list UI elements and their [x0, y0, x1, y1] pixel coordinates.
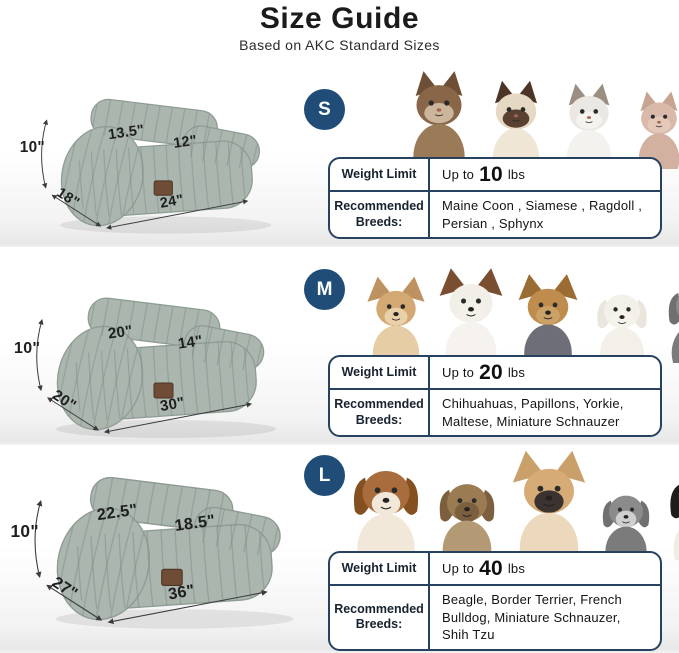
page-subtitle: Based on AKC Standard Sizes: [239, 37, 440, 53]
maine-coon-cat-image: [400, 68, 478, 169]
page-header: [0, 0, 679, 60]
weight-number: 20: [479, 361, 503, 384]
beagle-dog-image: [344, 450, 428, 560]
dimension-height-label: 10": [19, 139, 46, 156]
weight-number: 40: [479, 557, 503, 580]
miniature-schnauzer-dog-image: [595, 481, 657, 560]
weight-prefix: Up to: [442, 560, 475, 576]
size-badge-l: L: [304, 455, 345, 496]
size-m-animals: [362, 266, 679, 363]
weight-limit-value: [430, 159, 660, 190]
dimension-height-label: 10": [14, 340, 41, 357]
pet-bed-large-illustration: [4, 458, 328, 636]
pet-bed-small-illustration: [14, 82, 302, 240]
weight-limit-label: Weight Limit: [330, 553, 430, 584]
dimension-height-label: 10": [10, 522, 39, 542]
ragdoll-cat-image: [554, 81, 624, 169]
dimension-top-width-label: 22.5": [95, 500, 139, 525]
weight-limit-value: [430, 553, 660, 584]
weight-unit: lbs: [507, 364, 526, 380]
dimension-base-width-label: 36": [166, 581, 197, 604]
shih-tzu-dog-image: [660, 459, 679, 560]
weight-limit-label: Weight Limit: [330, 357, 430, 388]
dimension-top-width-label: 13.5": [107, 121, 146, 144]
breeds-label: Recommended Breeds:: [330, 586, 430, 649]
breeds-label: Recommended Breeds:: [330, 192, 430, 237]
dimension-base-depth-label: 18": [53, 184, 83, 211]
pet-bed-drawing: [4, 458, 328, 636]
miniature-schnauzer-dog-image: [660, 270, 679, 363]
siamese-cat-image: [481, 77, 551, 169]
breeds-row: [330, 190, 660, 237]
size-l-animals: [344, 450, 679, 560]
maltese-dog-image: [587, 279, 657, 363]
chihuahua-dog-image: [362, 274, 430, 363]
breeds-value: Maine Coon , Siamese , Ragdoll , Persian , Sphynx: [442, 198, 643, 231]
dimension-top-depth-label: 12": [172, 132, 199, 152]
weight-prefix: Up to: [442, 364, 475, 380]
weight-limit-row: [330, 553, 660, 584]
dimension-top-width-label: 20": [106, 322, 134, 343]
pet-bed-medium-illustration: [8, 280, 308, 445]
french-bulldog-image: [506, 448, 592, 560]
weight-limit-row: [330, 357, 660, 388]
size-section-l: [0, 448, 679, 653]
breeds-row: [330, 584, 660, 649]
size-section-s: [0, 60, 679, 250]
yorkie-dog-image: [512, 272, 584, 363]
dimension-top-depth-label: 14": [176, 332, 204, 353]
breeds-value: Chihuahuas, Papillons, Yorkie, Maltese, Miniature Schnauzer: [442, 396, 624, 429]
size-badge-m: M: [304, 269, 345, 310]
dimension-top-depth-label: 18.5": [173, 511, 217, 536]
breeds-label: Recommended Breeds:: [330, 390, 430, 435]
weight-limit-label: Weight Limit: [330, 159, 430, 190]
dimension-base-width-label: 30": [158, 393, 186, 416]
weight-unit: lbs: [507, 560, 526, 576]
weight-limit-value: [430, 357, 660, 388]
pet-bed-drawing: [8, 280, 308, 445]
size-section-m: [0, 250, 679, 448]
size-badge-s: S: [304, 89, 345, 130]
pet-bed-drawing: [14, 82, 302, 240]
dimension-base-width-label: 24": [158, 191, 185, 212]
breeds-value: Beagle, Border Terrier, French Bulldog, Miniature Schnauzer, Shih Tzu: [442, 592, 622, 643]
weight-unit: lbs: [507, 166, 526, 182]
papillon-dog-image: [433, 266, 509, 363]
size-m-info-table: [328, 355, 662, 437]
dimension-base-depth-label: 20": [49, 386, 80, 415]
size-s-info-table: [328, 157, 662, 239]
dimension-base-depth-label: 27": [48, 573, 82, 604]
size-s-animals: [400, 68, 679, 169]
size-l-info-table: [328, 551, 662, 651]
border-terrier-dog-image: [431, 467, 503, 560]
breeds-row: [330, 388, 660, 435]
weight-limit-row: [330, 159, 660, 190]
weight-number: 10: [479, 163, 503, 186]
weight-prefix: Up to: [442, 166, 475, 182]
page-title: Size Guide: [259, 2, 420, 35]
